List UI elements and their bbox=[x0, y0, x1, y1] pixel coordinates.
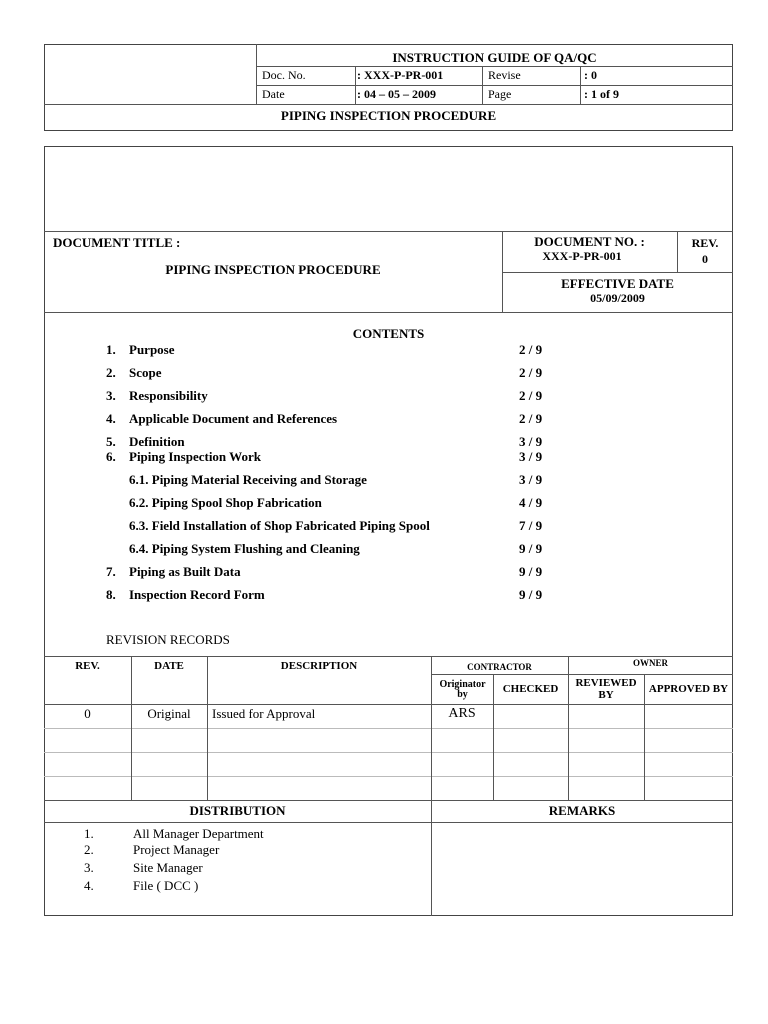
toc-page: 2 / 9 bbox=[519, 388, 543, 403]
page-value: : 1 of 9 bbox=[584, 87, 619, 101]
toc-label: Responsibility bbox=[129, 388, 208, 403]
toc-label: Definition bbox=[129, 434, 185, 449]
col-header-rev: REV. bbox=[75, 660, 100, 672]
distribution-number: 1. bbox=[84, 826, 94, 841]
header-line bbox=[256, 85, 733, 86]
rev-table-col bbox=[131, 656, 132, 800]
toc-label: 6.3. Field Installation of Shop Fabricated Piping Spool bbox=[129, 518, 430, 533]
title-block-row bbox=[502, 272, 733, 273]
toc-page: 9 / 9 bbox=[519, 587, 543, 602]
toc-item[interactable] bbox=[0, 342, 768, 360]
toc-page: 9 / 9 bbox=[519, 564, 543, 579]
header-divider bbox=[44, 104, 733, 105]
toc-number: 5. bbox=[106, 434, 116, 449]
distribution-label: Project Manager bbox=[133, 842, 220, 857]
rev-table-line bbox=[44, 800, 733, 801]
procedure-title: PIPING INSPECTION PROCEDURE bbox=[280, 108, 497, 123]
doc-no-value: : XXX-P-PR-001 bbox=[357, 68, 444, 82]
header-col-divider bbox=[355, 66, 356, 104]
revise-value: : 0 bbox=[584, 68, 597, 82]
toc-number: 4. bbox=[106, 411, 116, 426]
distribution-number: 2. bbox=[84, 842, 94, 857]
header-line bbox=[256, 66, 733, 67]
toc-item[interactable] bbox=[0, 365, 768, 383]
col-header-contractor: CONTRACTOR bbox=[467, 662, 532, 672]
toc-subitem[interactable] bbox=[0, 495, 768, 513]
toc-label: 6.4. Piping System Flushing and Cleaning bbox=[129, 541, 360, 556]
toc-page: 2 / 9 bbox=[519, 365, 543, 380]
toc-page: 2 / 9 bbox=[519, 342, 543, 357]
toc-subitem[interactable] bbox=[0, 472, 768, 490]
col-header-owner: OWNER bbox=[632, 658, 668, 668]
toc-label: Applicable Document and References bbox=[129, 411, 338, 426]
rev-label: REV. bbox=[691, 236, 719, 250]
header-col-divider bbox=[580, 66, 581, 104]
rev-table-line bbox=[44, 656, 733, 657]
toc-label: 6.1. Piping Material Receiving and Storage bbox=[129, 472, 367, 487]
distribution-number: 3. bbox=[84, 860, 94, 875]
date-value: : 04 – 05 – 2009 bbox=[357, 87, 436, 101]
contents-heading: CONTENTS bbox=[352, 326, 425, 341]
distribution-label: File ( DCC ) bbox=[133, 878, 199, 893]
revise-label: Revise bbox=[488, 68, 521, 82]
rev-table-line bbox=[44, 776, 733, 777]
toc-number: 2. bbox=[106, 365, 116, 380]
rev-row-originator: ARS bbox=[448, 706, 476, 721]
toc-page: 3 / 9 bbox=[519, 472, 543, 487]
toc-number: 8. bbox=[106, 587, 116, 602]
distribution-label: Site Manager bbox=[133, 860, 203, 875]
toc-subitem[interactable] bbox=[0, 541, 768, 559]
distribution-label: All Manager Department bbox=[133, 826, 264, 841]
document-title-label: DOCUMENT TITLE : bbox=[53, 235, 181, 250]
col-header-checked: CHECKED bbox=[502, 683, 559, 696]
toc-page: 7 / 9 bbox=[519, 518, 543, 533]
toc-number: 3. bbox=[106, 388, 116, 403]
rev-row-description: Issued for Approval bbox=[212, 706, 316, 721]
header-col-divider bbox=[482, 66, 483, 104]
toc-page: 4 / 9 bbox=[519, 495, 543, 510]
logo-area-divider bbox=[44, 231, 733, 232]
toc-item[interactable] bbox=[0, 587, 768, 605]
rev-row-rev: 0 bbox=[84, 706, 91, 721]
toc-label: 6.2. Piping Spool Shop Fabrication bbox=[129, 495, 322, 510]
title-block-divider bbox=[44, 312, 733, 313]
guide-title: INSTRUCTION GUIDE OF QA/QC bbox=[392, 50, 597, 65]
toc-label: Scope bbox=[129, 365, 162, 380]
toc-label: Piping as Built Data bbox=[129, 564, 241, 579]
toc-number: 7. bbox=[106, 564, 116, 579]
toc-subitem[interactable] bbox=[0, 518, 768, 536]
toc-item[interactable] bbox=[0, 449, 768, 467]
rev-value: 0 bbox=[702, 252, 708, 266]
rev-table-line bbox=[44, 728, 733, 729]
toc-number: 6. bbox=[106, 449, 116, 464]
toc-item[interactable] bbox=[0, 564, 768, 582]
col-header-date: DATE bbox=[154, 660, 184, 672]
rev-table-line bbox=[44, 752, 733, 753]
rev-table-col bbox=[431, 656, 432, 800]
toc-label: Inspection Record Form bbox=[129, 587, 265, 602]
toc-page: 9 / 9 bbox=[519, 541, 543, 556]
toc-item[interactable] bbox=[0, 388, 768, 406]
toc-page: 3 / 9 bbox=[519, 449, 543, 464]
distribution-heading: DISTRIBUTION bbox=[189, 803, 286, 818]
document-no-value: XXX-P-PR-001 bbox=[542, 249, 622, 263]
doc-no-label: Doc. No. bbox=[262, 68, 306, 82]
rev-row-date: Original bbox=[147, 706, 191, 721]
remarks-heading: REMARKS bbox=[548, 803, 616, 818]
toc-label: Purpose bbox=[129, 342, 175, 357]
document-no-label: DOCUMENT NO. : bbox=[534, 234, 645, 249]
col-header-originator: Originator by bbox=[439, 678, 486, 700]
col-header-description: DESCRIPTION bbox=[280, 660, 358, 672]
col-header-approved: APPROVED BY bbox=[648, 682, 729, 695]
revision-heading: REVISION RECORDS bbox=[106, 632, 230, 647]
date-label: Date bbox=[262, 87, 285, 101]
toc-number: 1. bbox=[106, 342, 116, 357]
rev-table-col bbox=[207, 656, 208, 800]
rev-table-line bbox=[44, 704, 733, 705]
effective-date-label: EFFECTIVE DATE bbox=[561, 276, 674, 291]
effective-date-value: 05/09/2009 bbox=[590, 291, 645, 305]
toc-item[interactable] bbox=[0, 411, 768, 429]
toc-page: 2 / 9 bbox=[519, 411, 543, 426]
toc-page: 3 / 9 bbox=[519, 434, 543, 449]
page-label: Page bbox=[488, 87, 512, 101]
distribution-divider bbox=[44, 822, 733, 823]
distribution-number: 4. bbox=[84, 878, 94, 893]
col-header-reviewed: REVIEWED BY bbox=[575, 676, 637, 701]
document-title-value: PIPING INSPECTION PROCEDURE bbox=[165, 262, 381, 277]
toc-label: Piping Inspection Work bbox=[129, 449, 261, 464]
